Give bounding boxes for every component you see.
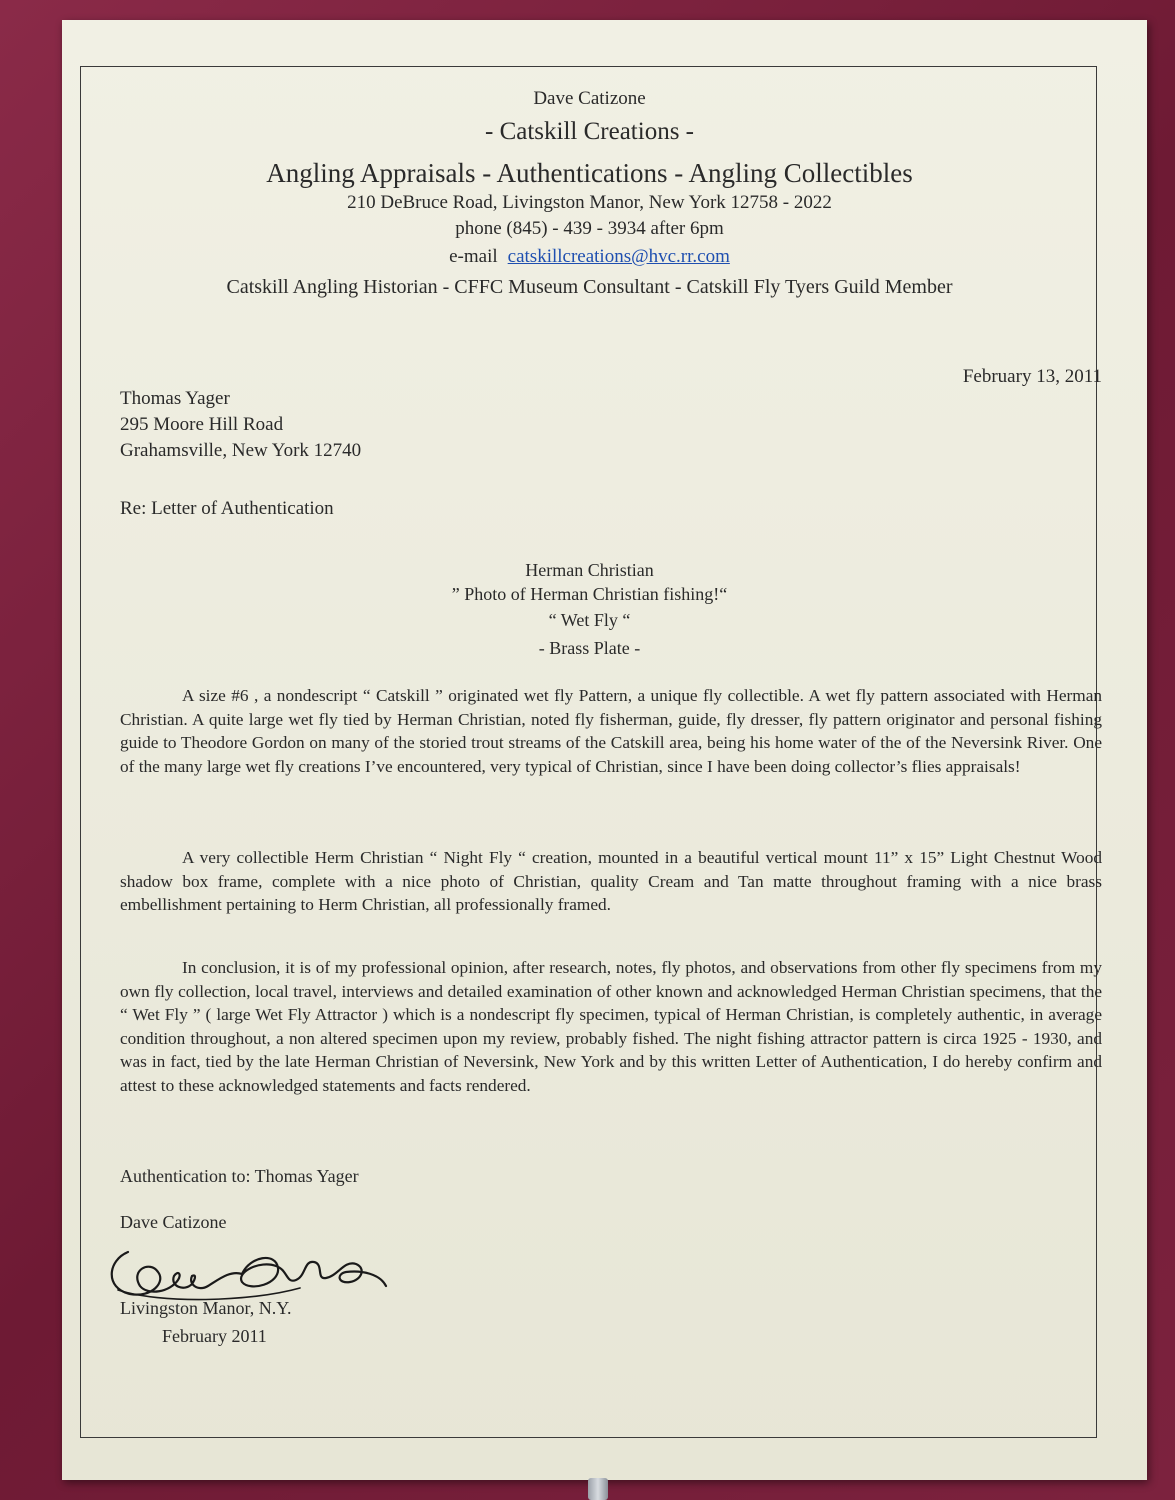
recipient-city: Grahamsville, New York 12740 [120, 440, 362, 461]
ribbon-tab [588, 1478, 608, 1500]
item-fly-name: “ Wet Fly “ [548, 610, 631, 630]
letterhead-phone: phone (845) - 439 - 3934 after 6pm [455, 218, 724, 239]
recipient-street: 295 Moore Hill Road [120, 414, 284, 435]
letterhead-address: 210 DeBruce Road, Livingston Manor, New York 12758 - 2022 [347, 192, 832, 213]
signer-name: Dave Catizone [120, 1212, 227, 1232]
body-paragraph-3: In conclusion, it is of my professional opinion, after research, notes, fly photos, and observations from other fly specimens from my own fly collection, local travel, interviews and detailed examination of other known and acknowledged Herman Christian specimens, that the “ Wet Fly ” ( large Wet Fly Attractor ) which is a nondescript fly specimen, typical of Herman Christian, is completely authentic, in average condition throughout, a non altered specimen upon my review, probably fished. The night fishing attractor pattern is circa 1925 - 1930, and was in fact, tied by the late Herman Christian of Neversink, New York and by this written Letter of Authentication, I do hereby confirm and attest to these acknowledged statements and facts rendered. [120, 958, 1102, 1095]
email-label: e-mail [449, 246, 498, 267]
letter-paper [62, 20, 1147, 1480]
letter-date: February 13, 2011 [962, 366, 1102, 387]
email-link[interactable]: catskillcreations@hvc.rr.com [507, 246, 730, 267]
authentication-to: Authentication to: Thomas Yager [120, 1166, 359, 1186]
item-plate: - Brass Plate - [538, 638, 641, 658]
signer-location: Livingston Manor, N.Y. [120, 1298, 292, 1318]
item-title: Herman Christian [525, 560, 654, 580]
item-photo-caption: ” Photo of Herman Christian fishing!“ [451, 584, 728, 604]
letterhead-name: Dave Catizone [533, 88, 646, 109]
subject-line: Re: Letter of Authentication [120, 498, 334, 519]
letterhead-titles: Catskill Angling Historian - CFFC Museum Consultant - Catskill Fly Tyers Guild Member [226, 276, 953, 298]
signature-date: February 2011 [162, 1326, 267, 1346]
body-paragraph-2: A very collectible Herm Christian “ Night Fly “ creation, mounted in a beautiful vertical mount 11” x 15” Light Chestnut Wood shadow box frame, complete with a nice photo of Christian, quality Cream and Tan matte throughout framing with a nice brass embellishment pertaining to Herm Christian, all professionally framed. [120, 848, 1102, 914]
body-paragraph-1: A size #6 , a nondescript “ Catskill ” originated wet fly Pattern, a unique fly collectible. A wet fly pattern associated with Herman Christian. A quite large wet fly tied by Herman Christian, noted fly fisherman, guide, fly dresser, fly pattern originator and personal fishing guide to Theodore Gordon on many of the storied trout streams of the Catskill area, being his home water of the of the Neversink River. One of the many large wet fly creations I’ve encountered, very typical of Christian, since I have been doing collector’s flies appraisals! [120, 686, 1102, 776]
letterhead-services: Angling Appraisals - Authentications - Angling Collectibles [266, 158, 913, 188]
recipient-name: Thomas Yager [120, 388, 230, 409]
letterhead-email-line [82, 246, 1097, 268]
letterhead-company: - Catskill Creations - [485, 118, 694, 145]
